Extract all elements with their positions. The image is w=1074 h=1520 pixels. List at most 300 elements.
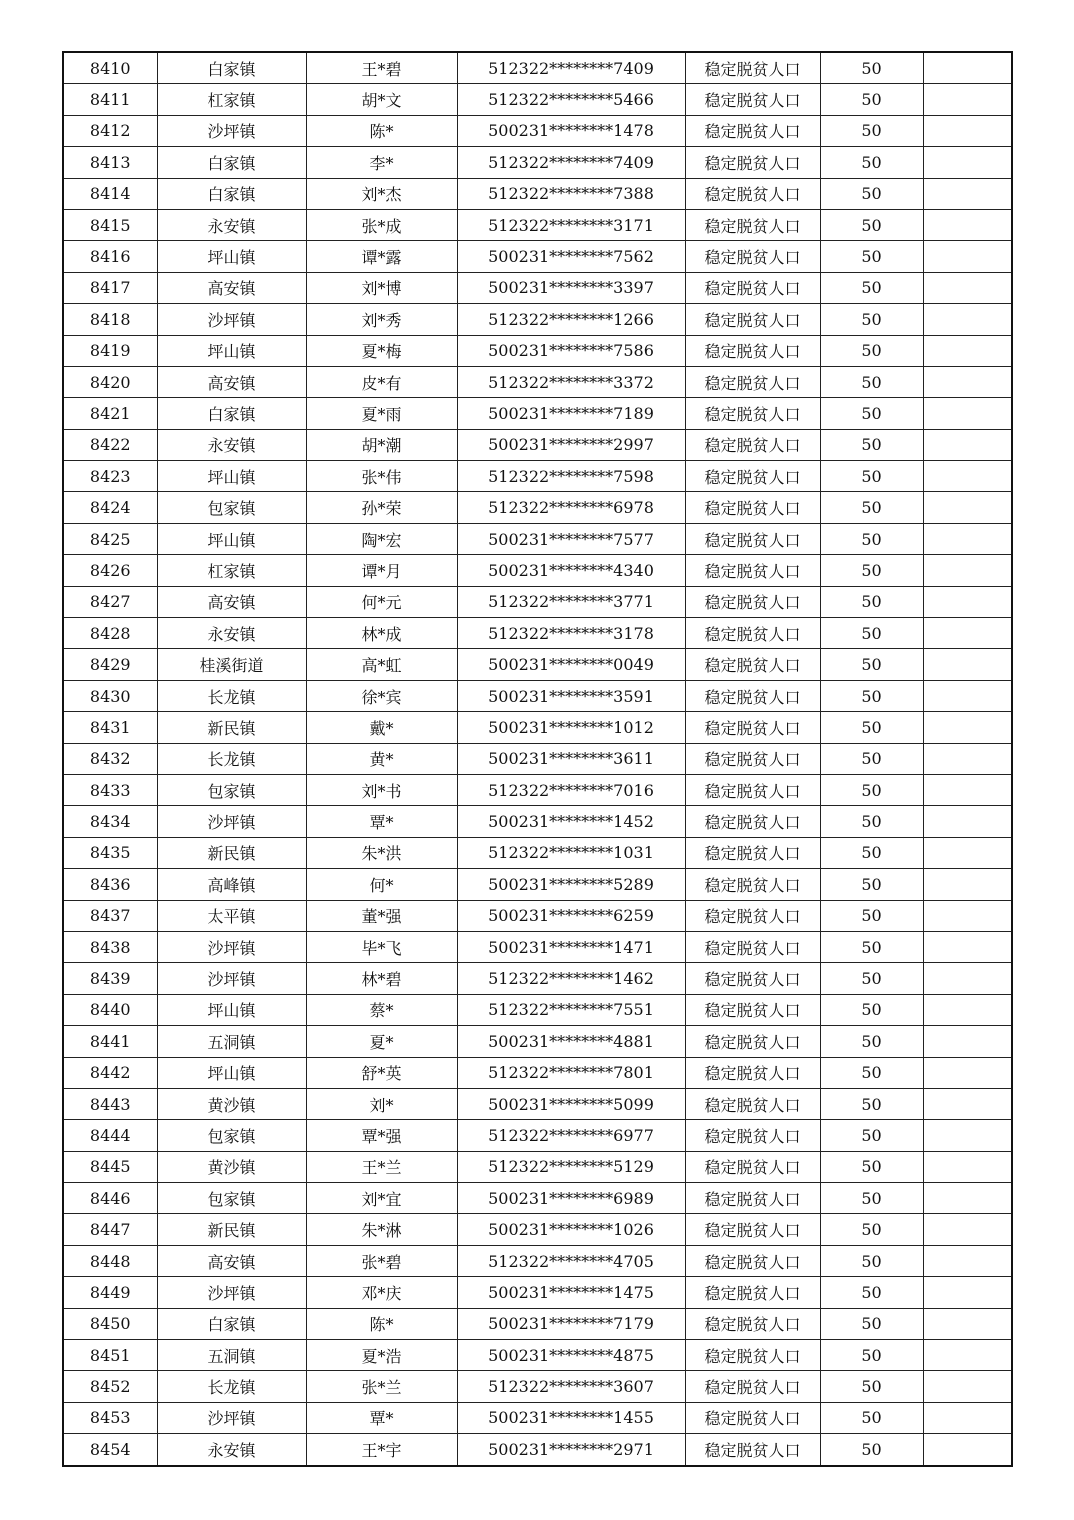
amount-cell: 50	[820, 680, 923, 711]
person-name-cell: 皮*有	[306, 366, 457, 397]
id-number-cell: 500231********4340	[457, 555, 685, 586]
table-row	[63, 1151, 1012, 1182]
serial-number-cell: 8433	[63, 774, 157, 805]
serial-number-cell: 8448	[63, 1245, 157, 1276]
amount-cell: 50	[820, 1245, 923, 1276]
township-cell: 高安镇	[157, 272, 306, 303]
person-name-cell: 邓*庆	[306, 1277, 457, 1308]
remarks-cell	[923, 1371, 1012, 1402]
person-name-cell: 王*碧	[306, 52, 457, 84]
township-cell: 坪山镇	[157, 241, 306, 272]
id-number-cell: 512322********7409	[457, 147, 685, 178]
person-name-cell: 刘*秀	[306, 304, 457, 335]
beneficiary-table	[62, 51, 1013, 1467]
person-name-cell: 胡*文	[306, 84, 457, 115]
township-cell: 沙坪镇	[157, 806, 306, 837]
amount-cell: 50	[820, 900, 923, 931]
id-number-cell: 512322********3178	[457, 618, 685, 649]
population-type-cell: 稳定脱贫人口	[685, 461, 820, 492]
table-row	[63, 429, 1012, 460]
id-number-cell: 512322********5129	[457, 1151, 685, 1182]
serial-number-cell: 8434	[63, 806, 157, 837]
amount-cell: 50	[820, 1151, 923, 1182]
remarks-cell	[923, 461, 1012, 492]
amount-cell: 50	[820, 1308, 923, 1339]
serial-number-cell: 8452	[63, 1371, 157, 1402]
id-number-cell: 512322********5466	[457, 84, 685, 115]
serial-number-cell: 8426	[63, 555, 157, 586]
township-cell: 桂溪街道	[157, 649, 306, 680]
id-number-cell: 500231********6989	[457, 1183, 685, 1214]
serial-number-cell: 8419	[63, 335, 157, 366]
serial-number-cell: 8425	[63, 523, 157, 554]
serial-number-cell: 8453	[63, 1402, 157, 1433]
township-cell: 长龙镇	[157, 1371, 306, 1402]
table-row	[63, 1340, 1012, 1371]
amount-cell: 50	[820, 304, 923, 335]
table-row	[63, 869, 1012, 900]
township-cell: 沙坪镇	[157, 1277, 306, 1308]
township-cell: 包家镇	[157, 1120, 306, 1151]
id-number-cell: 512322********4705	[457, 1245, 685, 1276]
person-name-cell: 刘*书	[306, 774, 457, 805]
id-number-cell: 500231********7586	[457, 335, 685, 366]
serial-number-cell: 8441	[63, 1026, 157, 1057]
id-number-cell: 500231********2971	[457, 1434, 685, 1466]
amount-cell: 50	[820, 837, 923, 868]
serial-number-cell: 8422	[63, 429, 157, 460]
person-name-cell: 何*	[306, 869, 457, 900]
table-row	[63, 555, 1012, 586]
amount-cell: 50	[820, 398, 923, 429]
amount-cell: 50	[820, 492, 923, 523]
table-body	[63, 52, 1012, 1466]
id-number-cell: 500231********1026	[457, 1214, 685, 1245]
remarks-cell	[923, 869, 1012, 900]
serial-number-cell: 8415	[63, 209, 157, 240]
person-name-cell: 王*兰	[306, 1151, 457, 1182]
township-cell: 坪山镇	[157, 335, 306, 366]
person-name-cell: 夏*	[306, 1026, 457, 1057]
amount-cell: 50	[820, 209, 923, 240]
remarks-cell	[923, 52, 1012, 84]
township-cell: 高峰镇	[157, 869, 306, 900]
amount-cell: 50	[820, 1057, 923, 1088]
id-number-cell: 500231********1478	[457, 115, 685, 146]
serial-number-cell: 8424	[63, 492, 157, 523]
population-type-cell: 稳定脱贫人口	[685, 272, 820, 303]
id-number-cell: 500231********3611	[457, 743, 685, 774]
id-number-cell: 512322********3607	[457, 1371, 685, 1402]
remarks-cell	[923, 994, 1012, 1025]
township-cell: 坪山镇	[157, 461, 306, 492]
remarks-cell	[923, 1245, 1012, 1276]
remarks-cell	[923, 931, 1012, 962]
remarks-cell	[923, 304, 1012, 335]
amount-cell: 50	[820, 743, 923, 774]
serial-number-cell: 8438	[63, 931, 157, 962]
population-type-cell: 稳定脱贫人口	[685, 1308, 820, 1339]
id-number-cell: 500231********1455	[457, 1402, 685, 1433]
table-row	[63, 1183, 1012, 1214]
township-cell: 杠家镇	[157, 555, 306, 586]
amount-cell: 50	[820, 618, 923, 649]
population-type-cell: 稳定脱贫人口	[685, 774, 820, 805]
table-row	[63, 335, 1012, 366]
person-name-cell: 胡*潮	[306, 429, 457, 460]
population-type-cell: 稳定脱贫人口	[685, 618, 820, 649]
table-row	[63, 1120, 1012, 1151]
id-number-cell: 500231********7562	[457, 241, 685, 272]
township-cell: 长龙镇	[157, 680, 306, 711]
population-type-cell: 稳定脱贫人口	[685, 335, 820, 366]
amount-cell: 50	[820, 84, 923, 115]
id-number-cell: 500231********4875	[457, 1340, 685, 1371]
remarks-cell	[923, 1088, 1012, 1119]
table-row	[63, 178, 1012, 209]
township-cell: 沙坪镇	[157, 304, 306, 335]
person-name-cell: 戴*	[306, 712, 457, 743]
serial-number-cell: 8436	[63, 869, 157, 900]
township-cell: 白家镇	[157, 1308, 306, 1339]
amount-cell: 50	[820, 869, 923, 900]
amount-cell: 50	[820, 1371, 923, 1402]
amount-cell: 50	[820, 1088, 923, 1119]
serial-number-cell: 8428	[63, 618, 157, 649]
amount-cell: 50	[820, 586, 923, 617]
id-number-cell: 512322********3771	[457, 586, 685, 617]
remarks-cell	[923, 272, 1012, 303]
serial-number-cell: 8413	[63, 147, 157, 178]
id-number-cell: 512322********1266	[457, 304, 685, 335]
serial-number-cell: 8421	[63, 398, 157, 429]
table-row	[63, 680, 1012, 711]
id-number-cell: 500231********1475	[457, 1277, 685, 1308]
table-row	[63, 900, 1012, 931]
serial-number-cell: 8418	[63, 304, 157, 335]
amount-cell: 50	[820, 147, 923, 178]
population-type-cell: 稳定脱贫人口	[685, 931, 820, 962]
amount-cell: 50	[820, 366, 923, 397]
person-name-cell: 陈*	[306, 115, 457, 146]
serial-number-cell: 8432	[63, 743, 157, 774]
population-type-cell: 稳定脱贫人口	[685, 241, 820, 272]
serial-number-cell: 8447	[63, 1214, 157, 1245]
person-name-cell: 蔡*	[306, 994, 457, 1025]
population-type-cell: 稳定脱贫人口	[685, 1120, 820, 1151]
id-number-cell: 500231********0049	[457, 649, 685, 680]
serial-number-cell: 8437	[63, 900, 157, 931]
table-row	[63, 398, 1012, 429]
population-type-cell: 稳定脱贫人口	[685, 398, 820, 429]
population-type-cell: 稳定脱贫人口	[685, 1026, 820, 1057]
serial-number-cell: 8442	[63, 1057, 157, 1088]
remarks-cell	[923, 335, 1012, 366]
township-cell: 沙坪镇	[157, 931, 306, 962]
table-row	[63, 147, 1012, 178]
remarks-cell	[923, 115, 1012, 146]
population-type-cell: 稳定脱贫人口	[685, 586, 820, 617]
person-name-cell: 刘*博	[306, 272, 457, 303]
remarks-cell	[923, 398, 1012, 429]
township-cell: 沙坪镇	[157, 115, 306, 146]
table-row	[63, 1277, 1012, 1308]
township-cell: 永安镇	[157, 1434, 306, 1466]
population-type-cell: 稳定脱贫人口	[685, 1214, 820, 1245]
township-cell: 太平镇	[157, 900, 306, 931]
id-number-cell: 500231********1452	[457, 806, 685, 837]
remarks-cell	[923, 774, 1012, 805]
person-name-cell: 毕*飞	[306, 931, 457, 962]
table-row	[63, 304, 1012, 335]
township-cell: 包家镇	[157, 774, 306, 805]
table-row	[63, 272, 1012, 303]
person-name-cell: 林*碧	[306, 963, 457, 994]
serial-number-cell: 8431	[63, 712, 157, 743]
person-name-cell: 孙*荣	[306, 492, 457, 523]
id-number-cell: 500231********1012	[457, 712, 685, 743]
serial-number-cell: 8420	[63, 366, 157, 397]
table-row	[63, 1371, 1012, 1402]
township-cell: 新民镇	[157, 712, 306, 743]
serial-number-cell: 8417	[63, 272, 157, 303]
population-type-cell: 稳定脱贫人口	[685, 1340, 820, 1371]
remarks-cell	[923, 241, 1012, 272]
amount-cell: 50	[820, 712, 923, 743]
id-number-cell: 512322********7801	[457, 1057, 685, 1088]
id-number-cell: 500231********7189	[457, 398, 685, 429]
remarks-cell	[923, 1434, 1012, 1466]
remarks-cell	[923, 837, 1012, 868]
township-cell: 杠家镇	[157, 84, 306, 115]
table-row	[63, 52, 1012, 84]
remarks-cell	[923, 1277, 1012, 1308]
population-type-cell: 稳定脱贫人口	[685, 1057, 820, 1088]
remarks-cell	[923, 1308, 1012, 1339]
id-number-cell: 500231********5099	[457, 1088, 685, 1119]
person-name-cell: 舒*英	[306, 1057, 457, 1088]
table-row	[63, 586, 1012, 617]
population-type-cell: 稳定脱贫人口	[685, 1245, 820, 1276]
table-row	[63, 461, 1012, 492]
serial-number-cell: 8414	[63, 178, 157, 209]
amount-cell: 50	[820, 241, 923, 272]
id-number-cell: 500231********6259	[457, 900, 685, 931]
table-row	[63, 366, 1012, 397]
id-number-cell: 512322********3171	[457, 209, 685, 240]
population-type-cell: 稳定脱贫人口	[685, 994, 820, 1025]
id-number-cell: 512322********1031	[457, 837, 685, 868]
id-number-cell: 500231********3591	[457, 680, 685, 711]
remarks-cell	[923, 1214, 1012, 1245]
remarks-cell	[923, 680, 1012, 711]
township-cell: 坪山镇	[157, 1057, 306, 1088]
remarks-cell	[923, 743, 1012, 774]
township-cell: 包家镇	[157, 492, 306, 523]
serial-number-cell: 8454	[63, 1434, 157, 1466]
amount-cell: 50	[820, 994, 923, 1025]
amount-cell: 50	[820, 461, 923, 492]
person-name-cell: 张*成	[306, 209, 457, 240]
person-name-cell: 高*虹	[306, 649, 457, 680]
township-cell: 高安镇	[157, 366, 306, 397]
population-type-cell: 稳定脱贫人口	[685, 492, 820, 523]
serial-number-cell: 8445	[63, 1151, 157, 1182]
table-row	[63, 1402, 1012, 1433]
table-row	[63, 1214, 1012, 1245]
population-type-cell: 稳定脱贫人口	[685, 84, 820, 115]
serial-number-cell: 8429	[63, 649, 157, 680]
table-row	[63, 994, 1012, 1025]
amount-cell: 50	[820, 1214, 923, 1245]
population-type-cell: 稳定脱贫人口	[685, 963, 820, 994]
table-row	[63, 84, 1012, 115]
person-name-cell: 刘*杰	[306, 178, 457, 209]
person-name-cell: 夏*浩	[306, 1340, 457, 1371]
person-name-cell: 覃*	[306, 1402, 457, 1433]
township-cell: 黄沙镇	[157, 1151, 306, 1182]
table-row	[63, 241, 1012, 272]
table-row	[63, 1308, 1012, 1339]
serial-number-cell: 8439	[63, 963, 157, 994]
person-name-cell: 王*宇	[306, 1434, 457, 1466]
township-cell: 白家镇	[157, 178, 306, 209]
person-name-cell: 张*伟	[306, 461, 457, 492]
person-name-cell: 徐*宾	[306, 680, 457, 711]
remarks-cell	[923, 1026, 1012, 1057]
table-row	[63, 115, 1012, 146]
population-type-cell: 稳定脱贫人口	[685, 1277, 820, 1308]
population-type-cell: 稳定脱贫人口	[685, 115, 820, 146]
township-cell: 坪山镇	[157, 994, 306, 1025]
table-row	[63, 492, 1012, 523]
township-cell: 永安镇	[157, 618, 306, 649]
person-name-cell: 夏*梅	[306, 335, 457, 366]
amount-cell: 50	[820, 429, 923, 460]
table-row	[63, 523, 1012, 554]
serial-number-cell: 8444	[63, 1120, 157, 1151]
table-row	[63, 1434, 1012, 1466]
amount-cell: 50	[820, 649, 923, 680]
amount-cell: 50	[820, 1026, 923, 1057]
remarks-cell	[923, 900, 1012, 931]
table-row	[63, 963, 1012, 994]
serial-number-cell: 8446	[63, 1183, 157, 1214]
population-type-cell: 稳定脱贫人口	[685, 837, 820, 868]
remarks-cell	[923, 366, 1012, 397]
remarks-cell	[923, 1120, 1012, 1151]
person-name-cell: 张*碧	[306, 1245, 457, 1276]
township-cell: 高安镇	[157, 1245, 306, 1276]
remarks-cell	[923, 1183, 1012, 1214]
population-type-cell: 稳定脱贫人口	[685, 712, 820, 743]
remarks-cell	[923, 963, 1012, 994]
person-name-cell: 张*兰	[306, 1371, 457, 1402]
table-row	[63, 837, 1012, 868]
remarks-cell	[923, 649, 1012, 680]
table-row	[63, 774, 1012, 805]
remarks-cell	[923, 618, 1012, 649]
table-row	[63, 649, 1012, 680]
table-row	[63, 743, 1012, 774]
amount-cell: 50	[820, 774, 923, 805]
township-cell: 永安镇	[157, 429, 306, 460]
township-cell: 包家镇	[157, 1183, 306, 1214]
serial-number-cell: 8450	[63, 1308, 157, 1339]
township-cell: 沙坪镇	[157, 1402, 306, 1433]
id-number-cell: 512322********7016	[457, 774, 685, 805]
table-row	[63, 209, 1012, 240]
population-type-cell: 稳定脱贫人口	[685, 304, 820, 335]
table-row	[63, 931, 1012, 962]
population-type-cell: 稳定脱贫人口	[685, 1371, 820, 1402]
amount-cell: 50	[820, 115, 923, 146]
serial-number-cell: 8443	[63, 1088, 157, 1119]
person-name-cell: 刘*	[306, 1088, 457, 1119]
id-number-cell: 500231********5289	[457, 869, 685, 900]
person-name-cell: 何*元	[306, 586, 457, 617]
amount-cell: 50	[820, 1120, 923, 1151]
id-number-cell: 512322********6977	[457, 1120, 685, 1151]
person-name-cell: 朱*淋	[306, 1214, 457, 1245]
id-number-cell: 512322********7388	[457, 178, 685, 209]
table-row	[63, 1088, 1012, 1119]
population-type-cell: 稳定脱贫人口	[685, 429, 820, 460]
amount-cell: 50	[820, 1340, 923, 1371]
amount-cell: 50	[820, 1183, 923, 1214]
amount-cell: 50	[820, 52, 923, 84]
serial-number-cell: 8451	[63, 1340, 157, 1371]
remarks-cell	[923, 712, 1012, 743]
township-cell: 五洞镇	[157, 1340, 306, 1371]
township-cell: 沙坪镇	[157, 963, 306, 994]
remarks-cell	[923, 555, 1012, 586]
id-number-cell: 512322********1462	[457, 963, 685, 994]
population-type-cell: 稳定脱贫人口	[685, 649, 820, 680]
table-row	[63, 1245, 1012, 1276]
population-type-cell: 稳定脱贫人口	[685, 806, 820, 837]
remarks-cell	[923, 429, 1012, 460]
amount-cell: 50	[820, 555, 923, 586]
population-type-cell: 稳定脱贫人口	[685, 1434, 820, 1466]
amount-cell: 50	[820, 523, 923, 554]
remarks-cell	[923, 586, 1012, 617]
table-row	[63, 618, 1012, 649]
id-number-cell: 500231********4881	[457, 1026, 685, 1057]
population-type-cell: 稳定脱贫人口	[685, 523, 820, 554]
township-cell: 黄沙镇	[157, 1088, 306, 1119]
table-row	[63, 806, 1012, 837]
person-name-cell: 覃*	[306, 806, 457, 837]
person-name-cell: 刘*宜	[306, 1183, 457, 1214]
remarks-cell	[923, 178, 1012, 209]
amount-cell: 50	[820, 272, 923, 303]
serial-number-cell: 8416	[63, 241, 157, 272]
person-name-cell: 黄*	[306, 743, 457, 774]
township-cell: 白家镇	[157, 52, 306, 84]
id-number-cell: 512322********7551	[457, 994, 685, 1025]
township-cell: 新民镇	[157, 837, 306, 868]
population-type-cell: 稳定脱贫人口	[685, 1402, 820, 1433]
population-type-cell: 稳定脱贫人口	[685, 1088, 820, 1119]
serial-number-cell: 8423	[63, 461, 157, 492]
township-cell: 白家镇	[157, 398, 306, 429]
person-name-cell: 董*强	[306, 900, 457, 931]
person-name-cell: 陶*宏	[306, 523, 457, 554]
population-type-cell: 稳定脱贫人口	[685, 900, 820, 931]
table-row	[63, 1057, 1012, 1088]
person-name-cell: 谭*露	[306, 241, 457, 272]
